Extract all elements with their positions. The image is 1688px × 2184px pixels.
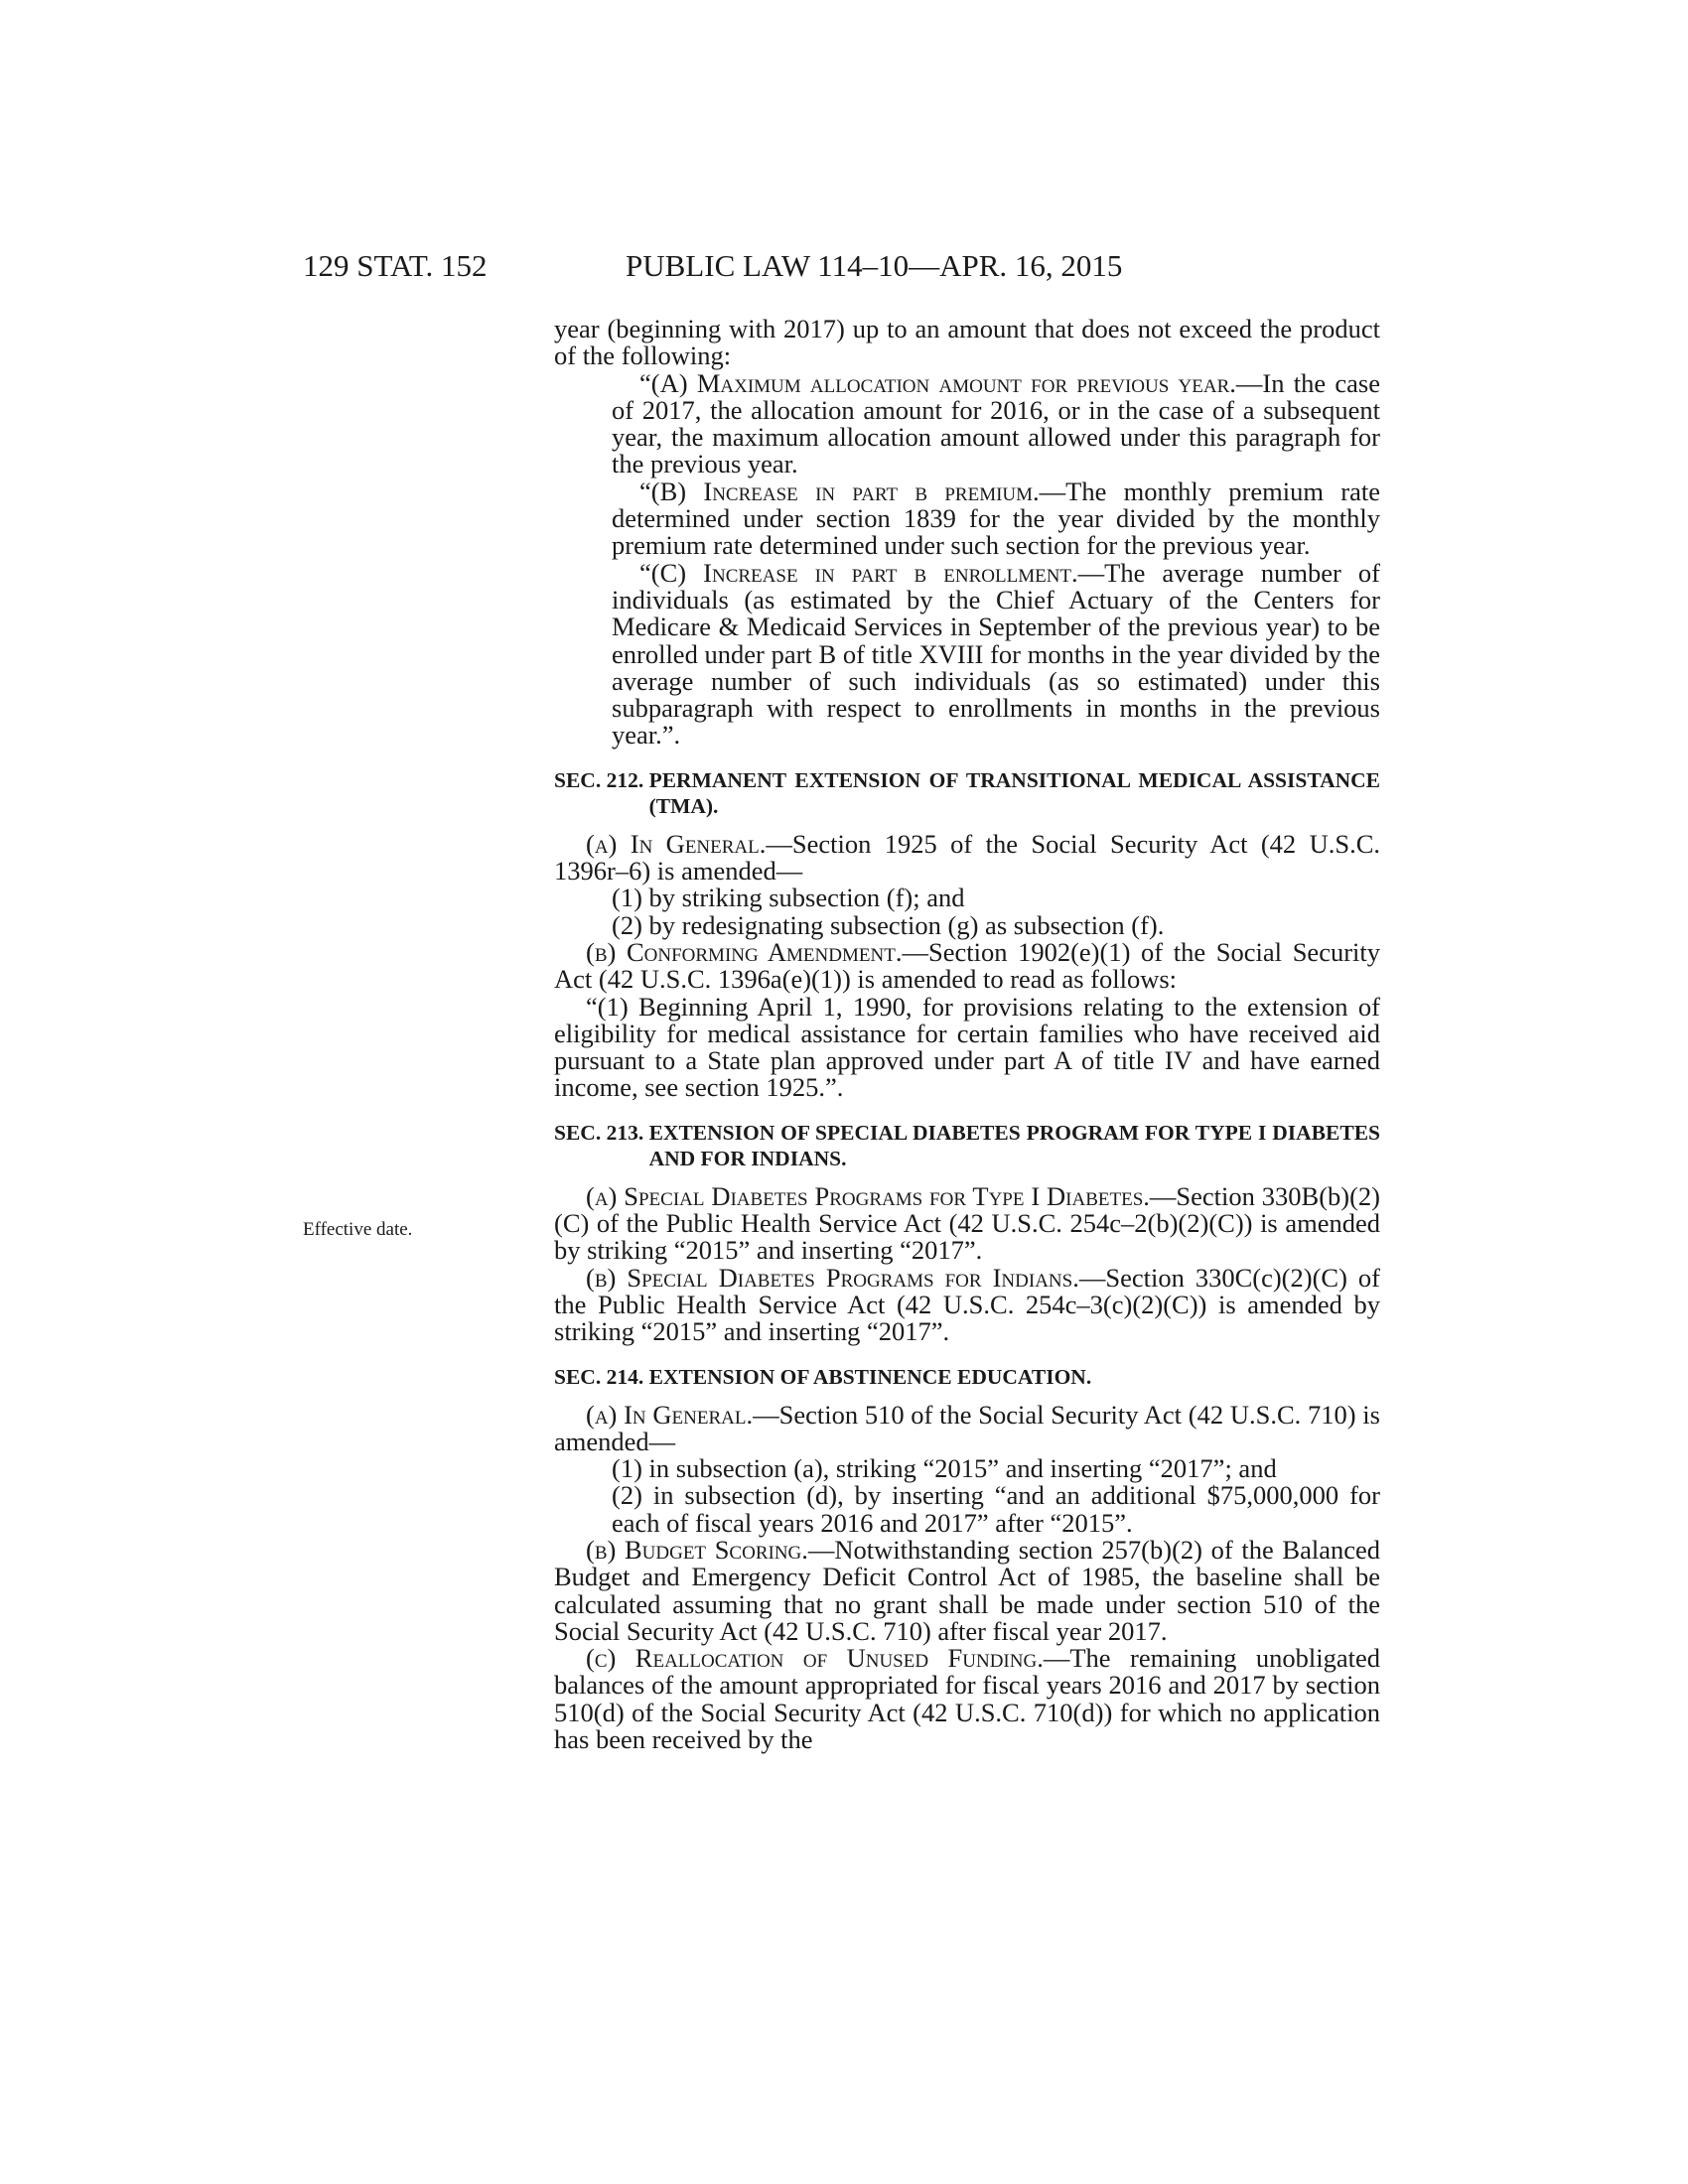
section-214-a-1: (1) in subsection (a), striking “2015” and inserting “2017”; and [612,1453,1277,1484]
section-213-title: EXTENSION OF SPECIAL DIABETES PROGRAM FOR TYPE I DIABETES AND FOR INDIANS. [648,1120,1380,1170]
section-214-a [554,1399,1380,1456]
subparagraph-c-heading: “(C) Increase in part b enrollment. [639,557,1078,588]
statute-page-number: 129 STAT. 152 [303,248,488,283]
section-213-b-text: —Section 330C(c)(2)(C) of the Public Health Service Act (42 U.S.C. 254c–3(c)(2)(C)) is amended by striking “2015” and inserting “2017”. [554,1262,1380,1347]
section-214-number: SEC. 214. [554,1364,649,1389]
section-214-b-text: —Notwithstanding section 257(b)(2) of the Balanced Budget and Emergency Deficit Control Act of 1985, the baseline shall be calculated assuming that no grant shall be made under section 510 of the Social Security Act (42 U.S.C. 710) after fiscal year 2017. [554,1534,1380,1646]
section-212-number: SEC. 212. [554,767,649,792]
margin-note-effective-date: Effective date. [303,1219,413,1240]
public-law-citation: PUBLIC LAW 114–10—APR. 16, 2015 [626,248,1123,283]
section-212-heading [554,767,1380,819]
subparagraph-c-text: —The average number of individuals (as estimated by the Chief Actuary of the Centers for Medicare & Medicaid Services in September of the previous year) to be enrolled under part B of title XVIII for months in the year divided by the average number of such individuals (as so estimated) under this subparagraph with respect to enrollments in months in the previous year.”. [612,557,1380,751]
section-212-b-quote: “(1) Beginning April 1, 1990, for provisions relating to the extension of eligibility for medical assistance for certain families who have received aid pursuant to a State plan approved under part A of title IV and have earned income, see section 1925.”. [554,991,1380,1103]
section-213-number: SEC. 213. [554,1120,649,1145]
section-214-a-text: —Section 510 of the Social Security Act (42 U.S.C. 710) is amended— [554,1399,1380,1456]
section-214-c [554,1645,1380,1753]
section-213-a-text: —Section 330B(b)(2)(C) of the Public Health Service Act (42 U.S.C. 254c–2(b)(2)(C)) is amended by striking “2015” and inserting “2017”. [554,1180,1380,1266]
section-212-title: PERMANENT EXTENSION OF TRANSITIONAL MEDICAL ASSISTANCE (TMA). [648,767,1380,818]
paragraph-continuation: year (beginning with 2017) up to an amount that does not exceed the product of the following: [554,314,1380,371]
section-212-a-heading: (a) In General. [586,828,767,859]
section-214-c-heading: (c) Reallocation of Unused Funding. [586,1643,1044,1674]
subparagraph-a-text: —In the case of 2017, the allocation amount for 2016, or in the case of a subsequent year, the maximum allocation amount allowed under this paragraph for the previous year. [612,367,1380,479]
section-213-a-heading: (a) Special Diabetes Programs for Type I Diabetes. [586,1180,1150,1211]
subparagraph-a-heading: “(A) Maximum allocation amount for previous year. [639,367,1236,398]
subparagraph-b [612,478,1380,560]
section-212-a-text: —Section 1925 of the Social Security Act (42 U.S.C. 1396r–6) is amended— [554,828,1380,887]
section-214-title: EXTENSION OF ABSTINENCE EDUCATION. [648,1364,1092,1389]
section-213-b-heading: (b) Special Diabetes Programs for Indians. [586,1262,1079,1293]
document-body [554,316,1380,1753]
section-213-a [554,1180,1380,1266]
section-212-a [554,828,1380,887]
running-header [0,248,1688,288]
section-212-b-text: —Section 1902(e)(1) of the Social Security Act (42 U.S.C. 1396a(e)(1)) is amended to read as follows: [554,936,1381,995]
section-214-c-text: —The remaining unobligated balances of the amount appropriated for fiscal years 2016 and 2017 by section 510(d) of the Social Security Act (42 U.S.C. 710(d)) for which no application has been received by the [554,1643,1380,1755]
subparagraph-b-heading: “(B) Increase in part b premium. [639,476,1040,506]
subparagraph-c [612,557,1380,751]
section-212-b-heading: (b) Conforming Amendment. [586,936,903,967]
section-212-b [554,936,1381,995]
section-214-b-heading: (b) Budget Scoring. [586,1534,808,1565]
subparagraph-a [612,367,1380,479]
section-213-b [554,1262,1380,1347]
section-214-a-heading: (a) In General. [586,1399,754,1430]
section-212-a-2: (2) by redesignating subsection (g) as subsection (f). [612,909,1165,940]
section-212-a-1: (1) by striking subsection (f); and [612,883,965,913]
subparagraph-list [554,367,1380,751]
section-214-b [554,1534,1380,1646]
section-214-a-2: (2) in subsection (d), by inserting “and an additional $75,000,000 for each of fiscal years 2016 and 2017” after “2015”. [612,1480,1380,1538]
subparagraph-b-text: —The monthly premium rate determined under section 1839 for the year divided by the monthly premium rate determined under such section for the previous year. [612,476,1380,561]
section-214-heading [554,1364,1380,1390]
section-213-heading [554,1120,1380,1171]
